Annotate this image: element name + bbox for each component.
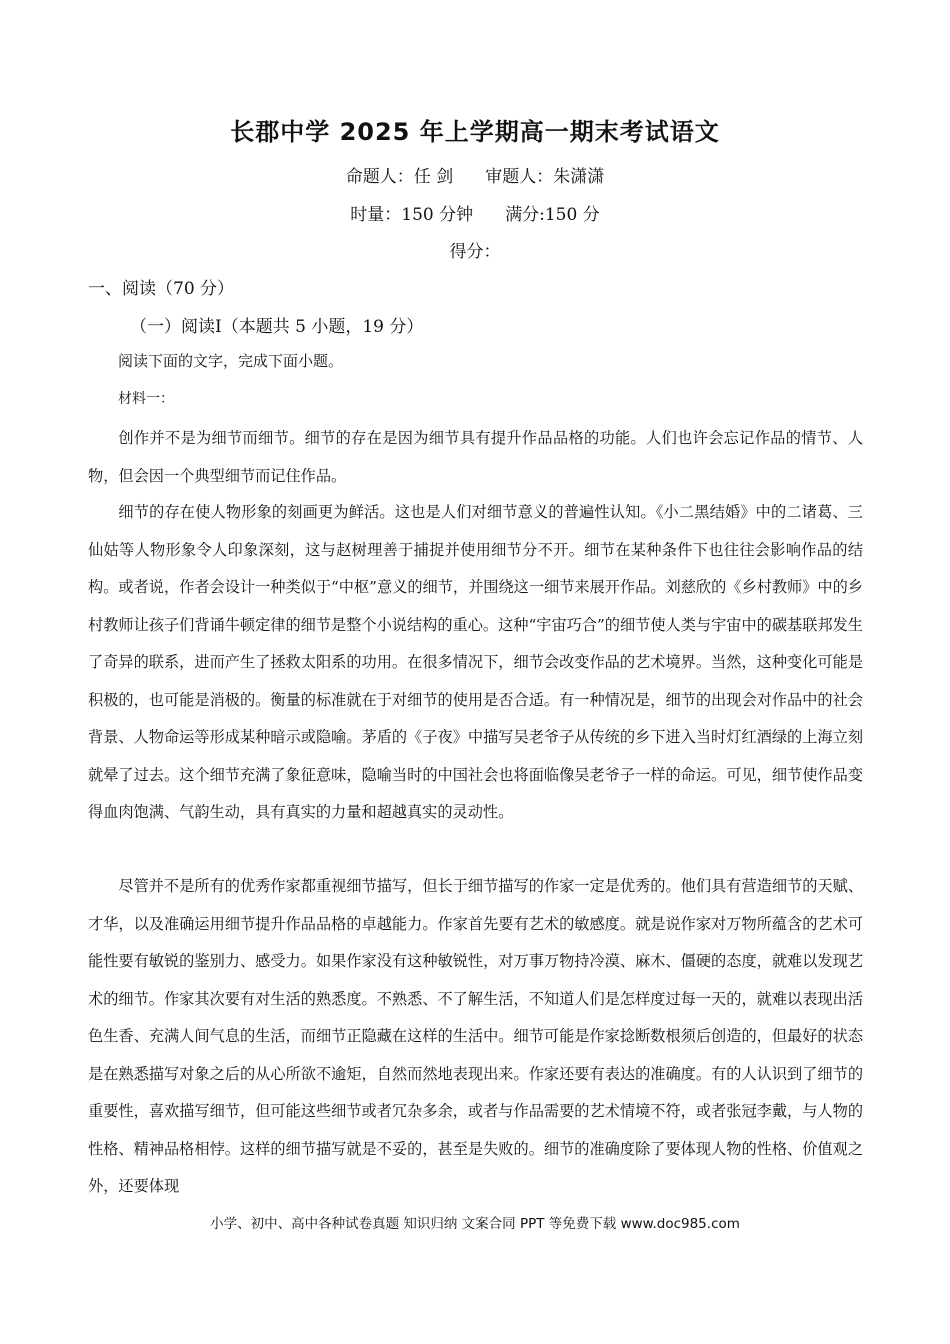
paragraph-1 [88,420,863,495]
exam-title: 长郡中学 2025 年上学期高一期末考试语文 [230,118,720,146]
full-score-label: 满分:150 分 [505,205,600,225]
time-score-line [0,200,950,225]
author-line [0,162,950,187]
reviewer-label: 审题人：朱潇潇 [485,167,605,187]
paragraph-text: 创作并不是为细节而细节。细节的存在是因为细节具有提升作品品格的功能。人们也许会忘记作品的情节、人物，但会因一个典型细节而记住作品。 [88,429,863,485]
paragraph-text: 尽管并不是所有的优秀作家都重视细节描写，但长于细节描写的作家一定是优秀的。他们具有营造细节的天赋、才华，以及准确运用细节提升作品品格的卓越能力。作家首先要有艺术的敏感度。就是说作家对万物所蕴含的艺术可能性要有敏锐的鉴别力、感受力。如果作家没有这种敏锐性，对万事万物持冷漠、麻木、僵硬的态度，就难以发现艺术的细节。作家其次要有对生活的熟悉度。不熟悉、不了解生活，不知道人们是怎样度过每一天的，就难以表现出活色生香、充满人间气息的生活，而细节正隐藏在这样的生活中。细节可能是作家捻断数根须后创造的，但最好的状态是在熟悉描写对象之后的从心所欲不逾矩，自然而然地表现出来。作家还要有表达的准确度。有的人认识到了细节的重要性，喜欢描写细节，但可能这些细节或者冗杂多余，或者与作品需要的艺术情境不符，或者张冠李戴，与人物的性格、精神品格相悖。这样的细节描写就是不妥的，甚至是失败的。细节的准确度除了要体现人物的性格、价值观之外，还要体现 [88,877,863,1195]
material-label: 材料一： [118,391,174,407]
section-heading: 一、阅读（70 分） [88,279,235,299]
paragraph-2 [88,494,863,832]
time-label: 时量：150 分钟 [350,205,474,225]
footer-text: 小学、初中、高中各种试卷真题 知识归纳 文案合同 PPT 等免费下载 www.doc985.com [210,1216,740,1232]
paragraph-text: 细节的存在使人物形象的刻画更为鲜活。这也是人们对细节意义的普遍性认知。《小二黑结婚》中的二诸葛、三仙姑等人物形象令人印象深刻，这与赵树理善于捕捉并使用细节分不开。细节在某种条件下也往往会影响作品的结构。或者说，作者会设计一种类似于“中枢”意义的细节，并围绕这一细节来展开作品。刘慈欣的《乡村教师》中的乡村教师让孩子们背诵牛顿定律的细节是整个小说结构的重心。这种“宇宙巧合”的细节使人类与宇宙中的碳基联邦发生了奇异的联系，进而产生了拯救太阳系的功用。在很多情况下，细节会改变作品的艺术境界。当然，这种变化可能是积极的，也可能是消极的。衡量的标准就在于对细节的使用是否合适。有一种情况是，细节的出现会对作品中的社会背景、人物命运等形成某种暗示或隐喻。茅盾的《子夜》中描写吴老爷子从传统的乡下进入当时灯红酒绿的上海立刻就晕了过去。这个细节充满了象征意味，隐喻当时的中国社会也将面临像吴老爷子一样的命运。可见，细节使作品变得血肉饱满、气韵生动，具有真实的力量和超越真实的灵动性。 [88,503,863,821]
instruction-text: 阅读下面的文字，完成下面小题。 [118,352,344,370]
paragraph-3 [88,868,863,1206]
subsection-heading: （一）阅读Ⅰ（本题共 5 小题，19 分） [130,317,424,337]
got-score-label: 得分： [449,242,501,262]
setter-label: 命题人：任 剑 [345,167,454,187]
